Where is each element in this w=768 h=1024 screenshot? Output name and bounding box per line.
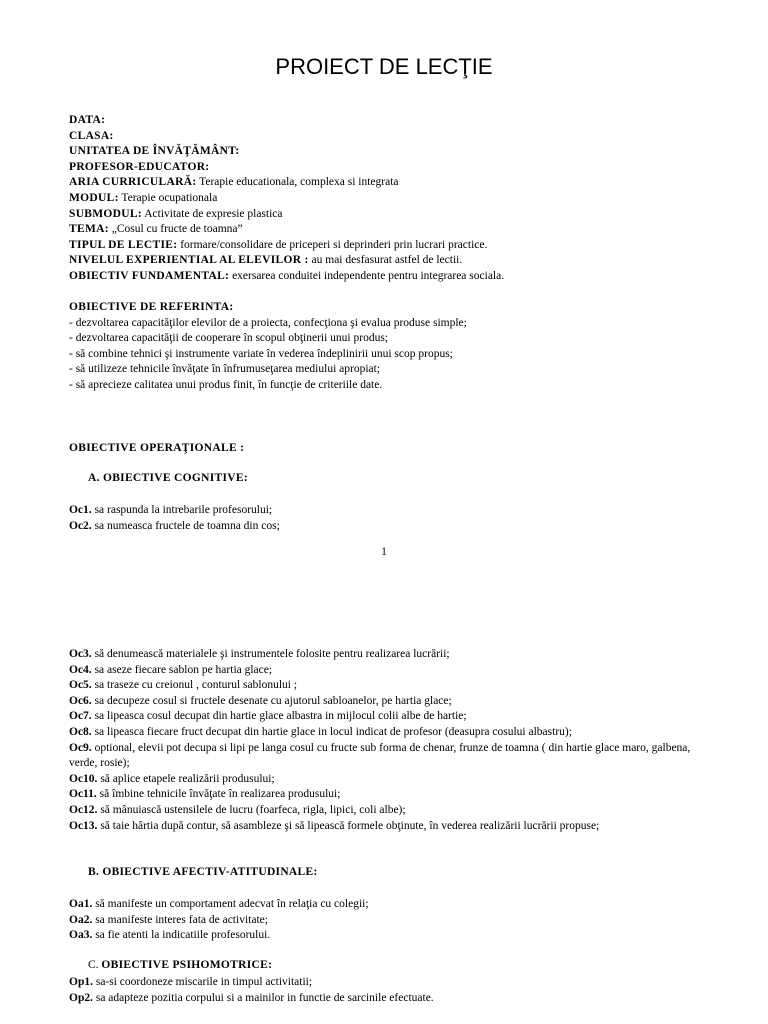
objective-code: Oc11. [69, 788, 97, 801]
aria-field [69, 175, 749, 191]
objective-text: sa fie atenti la indicatiile profesorului. [95, 929, 271, 942]
aria-label: ARIA CURRICULARĂ: [69, 176, 197, 189]
list-item [69, 772, 749, 788]
list-item: - dezvoltarea capacităţii de cooperare în scopul obţinerii unui produs; [69, 332, 389, 345]
objective-text: sa-si coordoneze miscarile in timpul activitatii; [95, 976, 313, 988]
psihomotrice-heading [69, 958, 749, 974]
objective-text: să aplice etapele realizării produsului; [100, 772, 275, 785]
cognitive-heading-text: A. OBIECTIVE COGNITIVE: [88, 472, 248, 484]
cognitive-list-page2 [69, 647, 749, 834]
list-item [69, 975, 749, 991]
objective-text: să denumească materialele şi instrumentele folosite pentru realizarea lucrării; [94, 648, 450, 660]
list-item [69, 741, 709, 772]
document-title: PROIECT DE LECŢIE [275, 54, 493, 79]
clasa-field: CLASA: [69, 129, 114, 142]
objective-text: sa decupeze cosul si fructele desenate cu ajutorul sabloanelor, pe hartia glace; [94, 694, 452, 707]
list-item [69, 725, 749, 741]
objective-code: Oc5. [69, 679, 92, 692]
objective-code: Oc13. [69, 819, 98, 832]
objective-text: sa lipeasca cosul decupat din hartie glace albastra in mijlocul colii albe de hartie; [94, 710, 467, 723]
submodul-label: SUBMODUL: [69, 207, 142, 220]
list-item [69, 663, 749, 679]
objective-code: Op1. [69, 976, 93, 988]
objective-text: optional, elevii pot decupa si lipi pe langa cosul cu fructe sub forma de chenar, frunze de toamna ( din hartie glace maro, galbena, verde, rosie); [69, 741, 691, 770]
modul-label: MODUL: [69, 191, 119, 204]
submodul-field [69, 207, 749, 223]
tipul-label: TIPUL DE LECTIE: [69, 238, 178, 251]
afectiv-heading [69, 865, 749, 881]
objective-code: Oa2. [69, 913, 93, 926]
objective-text: sa manifeste interes fata de activitate; [95, 913, 268, 926]
afectiv-list [69, 897, 749, 944]
list-item [69, 787, 749, 803]
objective-code: Oc10. [69, 772, 98, 785]
cognitive-heading [69, 471, 749, 487]
objective-text: sa adapteze pozitia corpului si a mainilor in functie de sarcinile efectuate. [95, 991, 434, 1004]
list-item [69, 913, 749, 929]
objective-text: sa lipeasca fiecare fruct decupat din hartie glace in locul indicat de profesor (deasupra cosului albastru); [94, 725, 572, 738]
psihomotrice-list [69, 975, 749, 1006]
objective-text: sa raspunda la intrebarile profesorului; [94, 504, 273, 516]
list-item: - să aprecieze calitatea unui produs finit, în funcţie de criteriile date. [69, 378, 383, 391]
tema-field [69, 222, 749, 238]
list-item [69, 503, 749, 519]
objective-code: Oc8. [69, 725, 92, 738]
referinta-section [69, 300, 749, 394]
operationale-heading [69, 441, 749, 457]
objective-text: să mânuiască ustensilele de lucru (foarfeca, rigla, lipici, coli albe); [100, 803, 406, 816]
list-item [69, 819, 749, 835]
data-field: DATA: [69, 114, 106, 126]
tipul-value: formare/consolidare de priceperi si deprinderi prin lucrari practice. [180, 238, 488, 251]
obiectiv-fundamental-field [69, 269, 749, 285]
lesson-header [69, 113, 749, 285]
psihomotrice-heading-line [69, 958, 749, 974]
nivelul-field [69, 253, 749, 269]
unitatea-field: UNITATEA DE ÎNVĂŢĂMÂNT: [69, 145, 240, 158]
objective-code: Oc4. [69, 663, 92, 676]
objective-code: Oc2. [69, 519, 92, 532]
operationale-heading-text: OBIECTIVE OPERAŢIONALE : [69, 442, 245, 454]
nivelul-label: NIVELUL EXPERIENTIAL AL ELEVILOR : [69, 254, 309, 267]
objective-code: Op2. [69, 991, 93, 1004]
objective-text: să taie hârtia după contur, să asambleze şi să lipească formele obţinute, în vederea realizării lucrării propuse; [100, 819, 600, 832]
list-item [69, 647, 749, 663]
list-item [69, 694, 749, 710]
nivelul-value: au mai desfasurat astfel de lectii. [311, 254, 463, 267]
objective-code: Oc3. [69, 648, 92, 660]
tema-value: „Cosul cu fructe de toamna” [111, 223, 243, 236]
referinta-heading: OBIECTIVE DE REFERINTA: [69, 301, 234, 313]
objective-code: Oa3. [69, 929, 93, 942]
objective-code: Oc12. [69, 803, 98, 816]
obiectiv-fundamental-value: exersarea conduitei independente pentru integrarea sociala. [232, 269, 505, 282]
list-item [69, 519, 749, 535]
modul-field [69, 191, 749, 207]
list-item [69, 709, 749, 725]
objective-code: Oc1. [69, 504, 92, 516]
list-item [69, 678, 749, 694]
afectiv-heading-text: B. OBIECTIVE AFECTIV-ATITUDINALE: [88, 866, 318, 878]
psihomotrice-letter: C. [88, 959, 99, 971]
objective-text: sa traseze cu creionul , conturul sablonului ; [94, 679, 298, 692]
aria-value: Terapie educationala, complexa si integrata [199, 176, 399, 189]
list-item: - dezvoltarea capacităţilor elevilor de a proiecta, confecţiona şi evalua produse simple; [69, 316, 467, 329]
objective-code: Oc6. [69, 694, 92, 707]
objective-text: să îmbine tehnicile învăţate în realizarea produsului; [99, 788, 341, 801]
objective-code: Oa1. [69, 898, 93, 910]
list-item [69, 928, 749, 944]
objective-code: Oc7. [69, 710, 92, 723]
submodul-value: Activitate de expresie plastica [144, 207, 283, 220]
cognitive-list-page1 [69, 503, 749, 534]
page-number: 1 [381, 546, 387, 558]
objective-text: să manifeste un comportament adecvat în relaţia cu colegii; [95, 898, 369, 910]
modul-value: Terapie ocupationala [121, 191, 218, 204]
objective-code: Oc9. [69, 741, 92, 754]
tipul-field [69, 238, 749, 254]
list-item: - să combine tehnici şi instrumente variate în vederea îndeplinirii unui scop propus; [69, 347, 453, 360]
psihomotrice-heading-text: OBIECTIVE PSIHOMOTRICE: [101, 959, 273, 971]
list-item [69, 803, 749, 819]
profesor-field: PROFESOR-EDUCATOR: [69, 160, 210, 173]
list-item [69, 991, 749, 1007]
obiectiv-fundamental-label: OBIECTIV FUNDAMENTAL: [69, 269, 230, 282]
list-item: - să utilizeze tehnicile învăţate în înfrumuseţarea mediului apropiat; [69, 363, 381, 376]
list-item [69, 897, 749, 913]
objective-text: sa aseze fiecare sablon pe hartia glace; [94, 663, 273, 676]
tema-label: TEMA: [69, 223, 109, 236]
objective-text: sa numeasca fructele de toamna din cos; [94, 519, 280, 532]
